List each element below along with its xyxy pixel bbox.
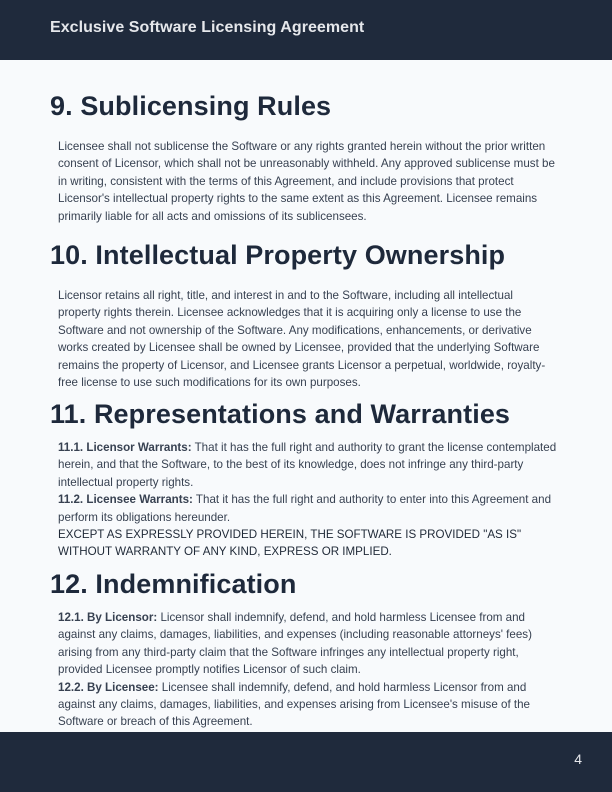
clause-by-licensor [58, 609, 558, 679]
paragraph: Licensor retains all right, title, and interest in and to the Software, including all intellectual property rights therein. Licensee acknowledges that it is acquiring only a license to use the Software and not ownership of the Software. Any modifications, enhancements, or derivative works created by Licensee shall be owned by Licensee, provided that the underlying Software remains the property of Licensor, and Licensee grants Licensor a perpetual, worldwide, royalty-free license to use such modifications for its own purposes. [58, 289, 546, 390]
clause-label: 11.1. Licensor Warrants: [58, 441, 192, 454]
clause-text: That it has the full right and authority to enter into this Agreement and perform its obligations hereunder. [58, 493, 552, 524]
section-body-warranties [58, 439, 558, 561]
section-heading-ip-ownership: 10. Intellectual Property Ownership [50, 240, 506, 270]
page-number: 4 [574, 751, 582, 767]
section-heading-sublicensing: 9. Sublicensing Rules [50, 91, 332, 121]
clause-licensee-warrants [58, 491, 558, 526]
section-heading-warranties: 11. Representations and Warranties [50, 399, 511, 429]
clause-licensor-warrants [58, 439, 558, 491]
section-body-sublicensing [58, 138, 558, 230]
page-footer [0, 732, 612, 792]
clause-label: 12.1. By Licensor: [58, 611, 158, 624]
section-body-ip-ownership [58, 287, 558, 391]
clause-label: 11.2. Licensee Warrants: [58, 493, 193, 507]
clause-text: That it has the full right and authority to grant the license contemplated herein, and that the Software, to the best of its knowledge, does not infringe any third-party intellectual property rights. [58, 441, 557, 489]
document-title: Exclusive Software Licensing Agreement [50, 19, 365, 36]
clause-text: Licensee shall indemnify, defend, and hold harmless Licensor from and against any claims, damages, liabilities, and expenses arising from Licensee's misuse of the Software or breach of this Agreement. [58, 680, 530, 729]
clause-label: 12.2. By Licensee: [58, 680, 159, 694]
page-header [0, 0, 612, 60]
clause-text: Licensor shall indemnify, defend, and hold harmless Licensee from and against any claims, damages, liabilities, and expenses (including reasonable attorneys' fees) arising from any third-party claim that the Software infringes any intellectual property right, provided Licensee promptly notifies Licensor of such claim. [58, 611, 532, 677]
section-body-indemnification [58, 609, 558, 731]
warranty-disclaimer: EXCEPT AS EXPRESSLY PROVIDED HEREIN, THE SOFTWARE IS PROVIDED "AS IS" WITHOUT WARRANTY OF ANY KIND, EXPRESS OR IMPLIED. [58, 528, 522, 559]
paragraph: Licensee shall not sublicense the Software or any rights granted herein without the prior written consent of Licensor, which shall not be unreasonably withheld. Any approved sublicense must be in writing, consistent with the terms of this Agreement, and include provisions that protect Licensor's intellectual property rights to the same extent as this Agreement. Licensee remains primarily liable for all acts and omissions of its sublicensees. [58, 140, 555, 223]
section-heading-indemnification: 12. Indemnification [50, 569, 297, 599]
clause-by-licensee [58, 679, 558, 731]
